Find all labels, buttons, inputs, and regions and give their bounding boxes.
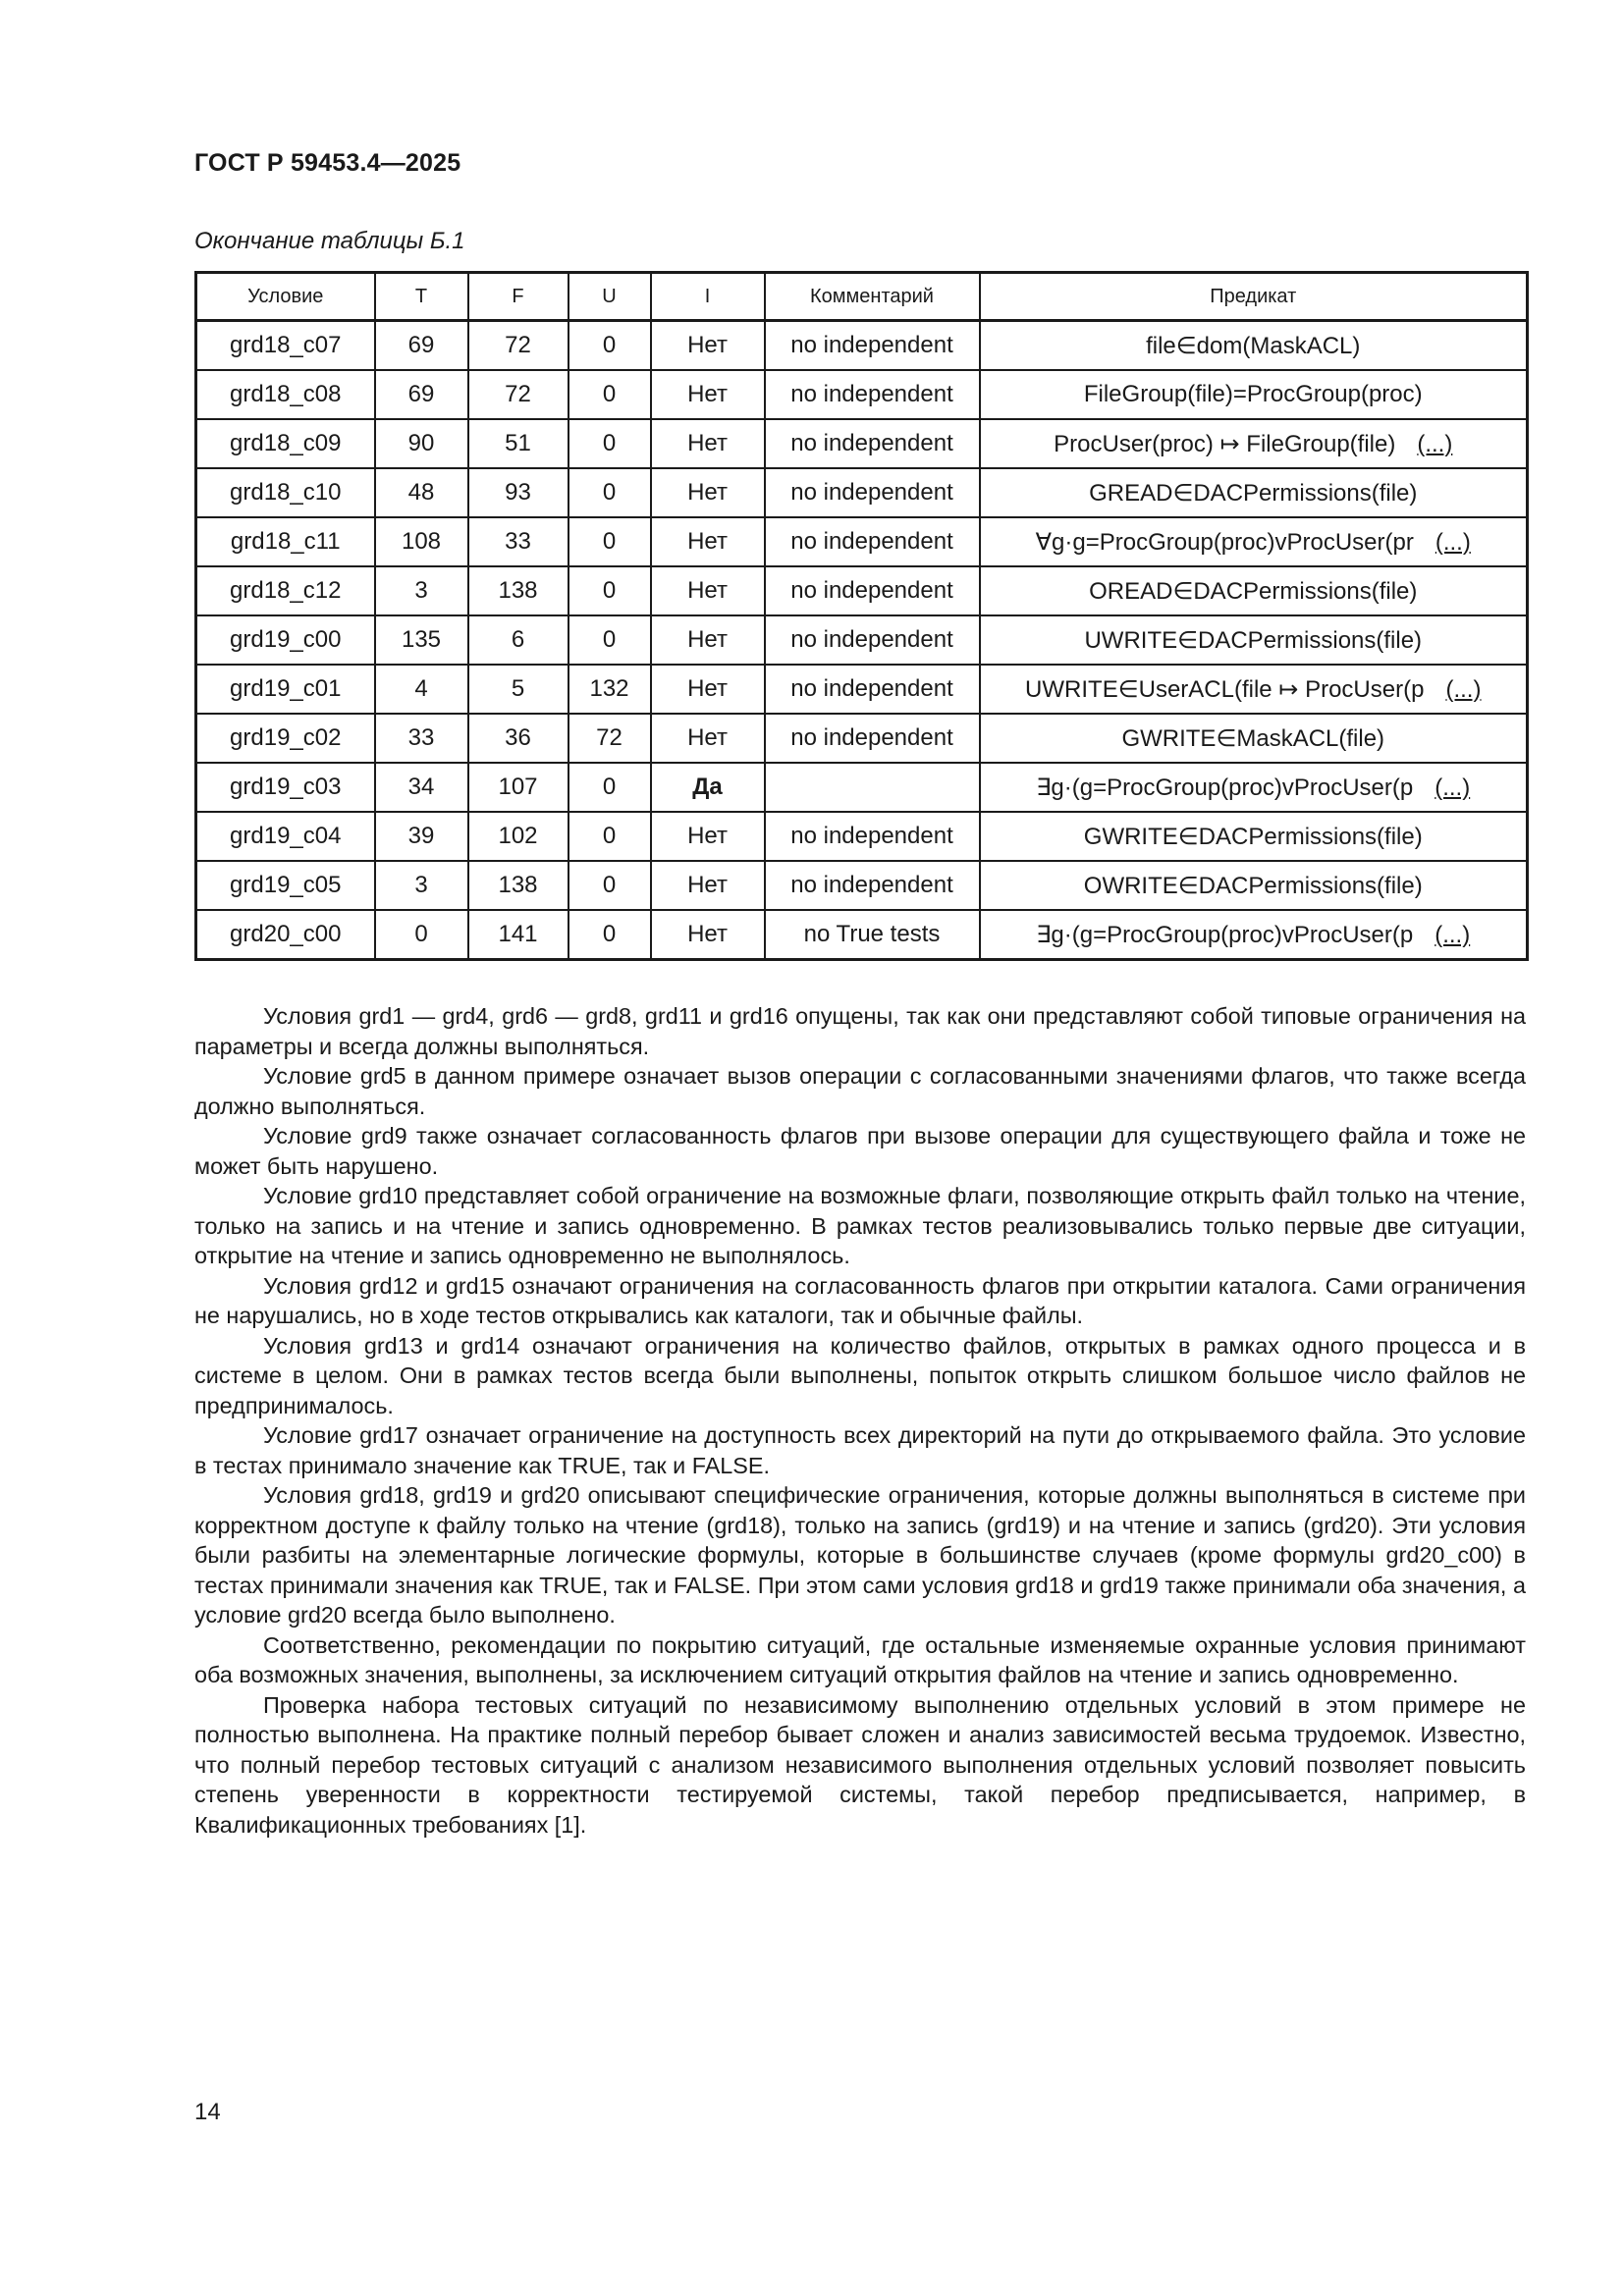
cell-predicate bbox=[980, 468, 1528, 517]
table-row bbox=[196, 812, 1528, 861]
cell-condition: grd20_c00 bbox=[196, 910, 375, 960]
predicate-text: UWRITE∈UserACL(file ↦ ProcUser(p bbox=[1025, 675, 1425, 703]
cell-f: 72 bbox=[468, 370, 568, 419]
cell-t: 108 bbox=[375, 517, 468, 566]
column-header-condition: Условие bbox=[196, 273, 375, 321]
cell-condition: grd19_c04 bbox=[196, 812, 375, 861]
cell-f: 138 bbox=[468, 861, 568, 910]
cell-comment: no independent bbox=[765, 468, 980, 517]
cell-condition: grd18_c07 bbox=[196, 321, 375, 371]
table-row bbox=[196, 321, 1528, 371]
cell-i: Нет bbox=[651, 419, 765, 468]
cell-i: Да bbox=[651, 763, 765, 812]
cell-i: Нет bbox=[651, 566, 765, 615]
cell-i: Нет bbox=[651, 714, 765, 763]
cell-t: 69 bbox=[375, 321, 468, 371]
cell-condition: grd18_c08 bbox=[196, 370, 375, 419]
cell-comment bbox=[765, 763, 980, 812]
predicate-text: GWRITE∈DACPermissions(file) bbox=[1083, 823, 1423, 850]
cell-u: 0 bbox=[568, 321, 651, 371]
column-header-t: T bbox=[375, 273, 468, 321]
conditions-table-container bbox=[194, 271, 1526, 961]
cell-u: 0 bbox=[568, 812, 651, 861]
cell-comment: no independent bbox=[765, 517, 980, 566]
cell-condition: grd18_c12 bbox=[196, 566, 375, 615]
cell-condition: grd18_c11 bbox=[196, 517, 375, 566]
cell-predicate bbox=[980, 861, 1528, 910]
table-row bbox=[196, 861, 1528, 910]
cell-t: 33 bbox=[375, 714, 468, 763]
cell-predicate bbox=[980, 714, 1528, 763]
body-paragraph: Условия grd1 — grd4, grd6 — grd8, grd11 и grd16 опущены, так как они представляют собой типовые ограничения на параметры и всегда должны выполняться. bbox=[194, 1003, 1526, 1059]
predicate-text: file∈dom(MaskACL) bbox=[1146, 332, 1361, 359]
cell-i: Нет bbox=[651, 812, 765, 861]
cell-t: 69 bbox=[375, 370, 468, 419]
cell-f: 72 bbox=[468, 321, 568, 371]
column-header-u: U bbox=[568, 273, 651, 321]
body-paragraph: Условие grd17 означает ограничение на доступность всех директорий на пути до открываемого файла. Это условие в тестах принимало значение как TRUE, так и FALSE. bbox=[194, 1422, 1526, 1478]
body-paragraph: Условия grd18, grd19 и grd20 описывают специфические ограничения, которые должны выполняться в системе при корректном доступе к файлу только на чтение (grd18), только на запись (grd19) и на чтение и запись (grd20). Эти условия были разбиты на элементарные логические формулы, которые в большинстве случаев (кроме формулы grd20_c00) в тестах принимали значения как TRUE, так и FALSE. При этом сами условия grd18 и grd19 также принимали оба значения, а условие grd20 всегда было выполнено. bbox=[194, 1482, 1526, 1628]
cell-f: 51 bbox=[468, 419, 568, 468]
cell-f: 102 bbox=[468, 812, 568, 861]
predicate-text: FileGroup(file)=ProcGroup(proc) bbox=[1083, 381, 1423, 407]
cell-predicate bbox=[980, 517, 1528, 566]
body-paragraph: Условие grd10 представляет собой ограничение на возможные флаги, позволяющие открыть файл только на чтение, только на запись и на чтение и запись одновременно. В рамках тестов реализовывались только первые две ситуации, открытие на чтение и запись одновременно не выполнялось. bbox=[194, 1183, 1526, 1268]
cell-u: 0 bbox=[568, 566, 651, 615]
cell-f: 93 bbox=[468, 468, 568, 517]
table-caption: Окончание таблицы Б.1 bbox=[194, 228, 465, 254]
cell-comment: no independent bbox=[765, 370, 980, 419]
predicate-text: ProcUser(proc) ↦ FileGroup(file) bbox=[1054, 430, 1396, 457]
cell-comment: no independent bbox=[765, 861, 980, 910]
table-row bbox=[196, 419, 1528, 468]
cell-u: 0 bbox=[568, 468, 651, 517]
cell-comment: no independent bbox=[765, 615, 980, 665]
cell-comment: no True tests bbox=[765, 910, 980, 960]
table-row bbox=[196, 910, 1528, 960]
cell-u: 0 bbox=[568, 615, 651, 665]
body-paragraph: Условия grd12 и grd15 означают ограничения на согласованность флагов при открытии каталога. Сами ограничения не нарушались, но в ходе тестов открывались как каталоги, так и обычные файлы. bbox=[194, 1272, 1526, 1328]
cell-predicate bbox=[980, 615, 1528, 665]
cell-i: Нет bbox=[651, 861, 765, 910]
conditions-table bbox=[194, 271, 1529, 961]
cell-comment: no independent bbox=[765, 812, 980, 861]
cell-u: 0 bbox=[568, 419, 651, 468]
cell-condition: grd19_c01 bbox=[196, 665, 375, 714]
table-row bbox=[196, 468, 1528, 517]
predicate-text: OWRITE∈DACPermissions(file) bbox=[1083, 872, 1423, 899]
predicate-expand-link[interactable]: (...) bbox=[1435, 921, 1471, 948]
cell-i: Нет bbox=[651, 321, 765, 371]
body-paragraph: Проверка набора тестовых ситуаций по независимому выполнению отдельных условий в этом примере не полностью выполнена. На практике полный перебор бывает сложен и анализ зависимостей весьма трудоемок. Известно, что полный перебор тестовых ситуаций с анализом независимого выполнения отдельных условий позволяет повысить степень уверенности в корректности тестируемой системы, такой перебор предписывается, например, в Квалификационных требованиях [1]. bbox=[194, 1691, 1526, 1838]
cell-comment: no independent bbox=[765, 714, 980, 763]
column-header-predicate: Предикат bbox=[980, 273, 1528, 321]
cell-predicate bbox=[980, 419, 1528, 468]
cell-predicate bbox=[980, 763, 1528, 812]
table-row bbox=[196, 566, 1528, 615]
body-paragraph: Условие grd5 в данном примере означает вызов операции с согласованными значениями флагов, что также всегда должно выполняться. bbox=[194, 1063, 1526, 1119]
predicate-expand-link[interactable]: (...) bbox=[1435, 528, 1471, 556]
table-row bbox=[196, 714, 1528, 763]
column-header-i: I bbox=[651, 273, 765, 321]
table-row bbox=[196, 665, 1528, 714]
cell-comment: no independent bbox=[765, 665, 980, 714]
cell-f: 6 bbox=[468, 615, 568, 665]
cell-predicate bbox=[980, 665, 1528, 714]
cell-comment: no independent bbox=[765, 321, 980, 371]
cell-predicate bbox=[980, 812, 1528, 861]
cell-predicate bbox=[980, 321, 1528, 371]
cell-u: 0 bbox=[568, 370, 651, 419]
cell-f: 138 bbox=[468, 566, 568, 615]
table-row bbox=[196, 615, 1528, 665]
cell-f: 107 bbox=[468, 763, 568, 812]
cell-i: Нет bbox=[651, 910, 765, 960]
cell-i: Нет bbox=[651, 665, 765, 714]
cell-t: 4 bbox=[375, 665, 468, 714]
table-header-row bbox=[196, 273, 1528, 321]
table-row bbox=[196, 370, 1528, 419]
cell-predicate bbox=[980, 370, 1528, 419]
cell-comment: no independent bbox=[765, 419, 980, 468]
cell-i: Нет bbox=[651, 370, 765, 419]
cell-u: 132 bbox=[568, 665, 651, 714]
cell-condition: grd19_c03 bbox=[196, 763, 375, 812]
predicate-text: ∃g·(g=ProcGroup(proc)vProcUser(p bbox=[1036, 921, 1414, 948]
cell-condition: grd19_c00 bbox=[196, 615, 375, 665]
predicate-expand-link[interactable]: (...) bbox=[1417, 430, 1453, 457]
cell-comment: no independent bbox=[765, 566, 980, 615]
cell-f: 36 bbox=[468, 714, 568, 763]
cell-i: Нет bbox=[651, 517, 765, 566]
cell-f: 33 bbox=[468, 517, 568, 566]
predicate-text: ∀g·g=ProcGroup(proc)vProcUser(pr bbox=[1035, 528, 1414, 556]
body-paragraph: Условия grd13 и grd14 означают ограничения на количество файлов, открытых в рамках одного процесса и в системе в целом. Они в рамках тестов всегда были выполнены, попыток открыть слишком большое число файлов не предпринималось. bbox=[194, 1332, 1526, 1418]
cell-i: Нет bbox=[651, 615, 765, 665]
predicate-text: ∃g·(g=ProcGroup(proc)vProcUser(p bbox=[1036, 774, 1414, 801]
cell-condition: grd18_c10 bbox=[196, 468, 375, 517]
body-paragraph: Соответственно, рекомендации по покрытию ситуаций, где остальные изменяемые охранные условия принимают оба возможных значения, выполнены, за исключением ситуаций открытия файлов на чтение и запись одновременно. bbox=[194, 1631, 1526, 1687]
cell-u: 0 bbox=[568, 517, 651, 566]
page-number: 14 bbox=[194, 2099, 221, 2125]
cell-condition: grd19_c05 bbox=[196, 861, 375, 910]
cell-i: Нет bbox=[651, 468, 765, 517]
predicate-text: OREAD∈DACPermissions(file) bbox=[1089, 577, 1418, 605]
table-row bbox=[196, 763, 1528, 812]
cell-condition: grd19_c02 bbox=[196, 714, 375, 763]
cell-t: 3 bbox=[375, 566, 468, 615]
body-paragraph: Условие grd9 также означает согласованность флагов при вызове операции для существующего файла и тоже не может быть нарушено. bbox=[194, 1123, 1526, 1179]
cell-u: 72 bbox=[568, 714, 651, 763]
cell-predicate bbox=[980, 566, 1528, 615]
column-header-f: F bbox=[468, 273, 568, 321]
cell-t: 0 bbox=[375, 910, 468, 960]
cell-t: 3 bbox=[375, 861, 468, 910]
cell-u: 0 bbox=[568, 763, 651, 812]
cell-t: 39 bbox=[375, 812, 468, 861]
cell-t: 90 bbox=[375, 419, 468, 468]
predicate-text: UWRITE∈DACPermissions(file) bbox=[1084, 626, 1423, 654]
cell-u: 0 bbox=[568, 910, 651, 960]
cell-condition: grd18_c09 bbox=[196, 419, 375, 468]
body-text bbox=[194, 1001, 1526, 1840]
cell-t: 34 bbox=[375, 763, 468, 812]
document-code: ГОСТ Р 59453.4—2025 bbox=[194, 149, 461, 177]
table-row bbox=[196, 517, 1528, 566]
cell-f: 141 bbox=[468, 910, 568, 960]
cell-t: 48 bbox=[375, 468, 468, 517]
column-header-comment: Комментарий bbox=[765, 273, 980, 321]
predicate-text: GREAD∈DACPermissions(file) bbox=[1089, 479, 1418, 507]
cell-u: 0 bbox=[568, 861, 651, 910]
cell-t: 135 bbox=[375, 615, 468, 665]
cell-predicate bbox=[980, 910, 1528, 960]
cell-f: 5 bbox=[468, 665, 568, 714]
predicate-expand-link[interactable]: (...) bbox=[1445, 675, 1482, 703]
predicate-expand-link[interactable]: (...) bbox=[1435, 774, 1471, 801]
table-body bbox=[196, 321, 1528, 960]
predicate-text: GWRITE∈MaskACL(file) bbox=[1121, 724, 1385, 752]
